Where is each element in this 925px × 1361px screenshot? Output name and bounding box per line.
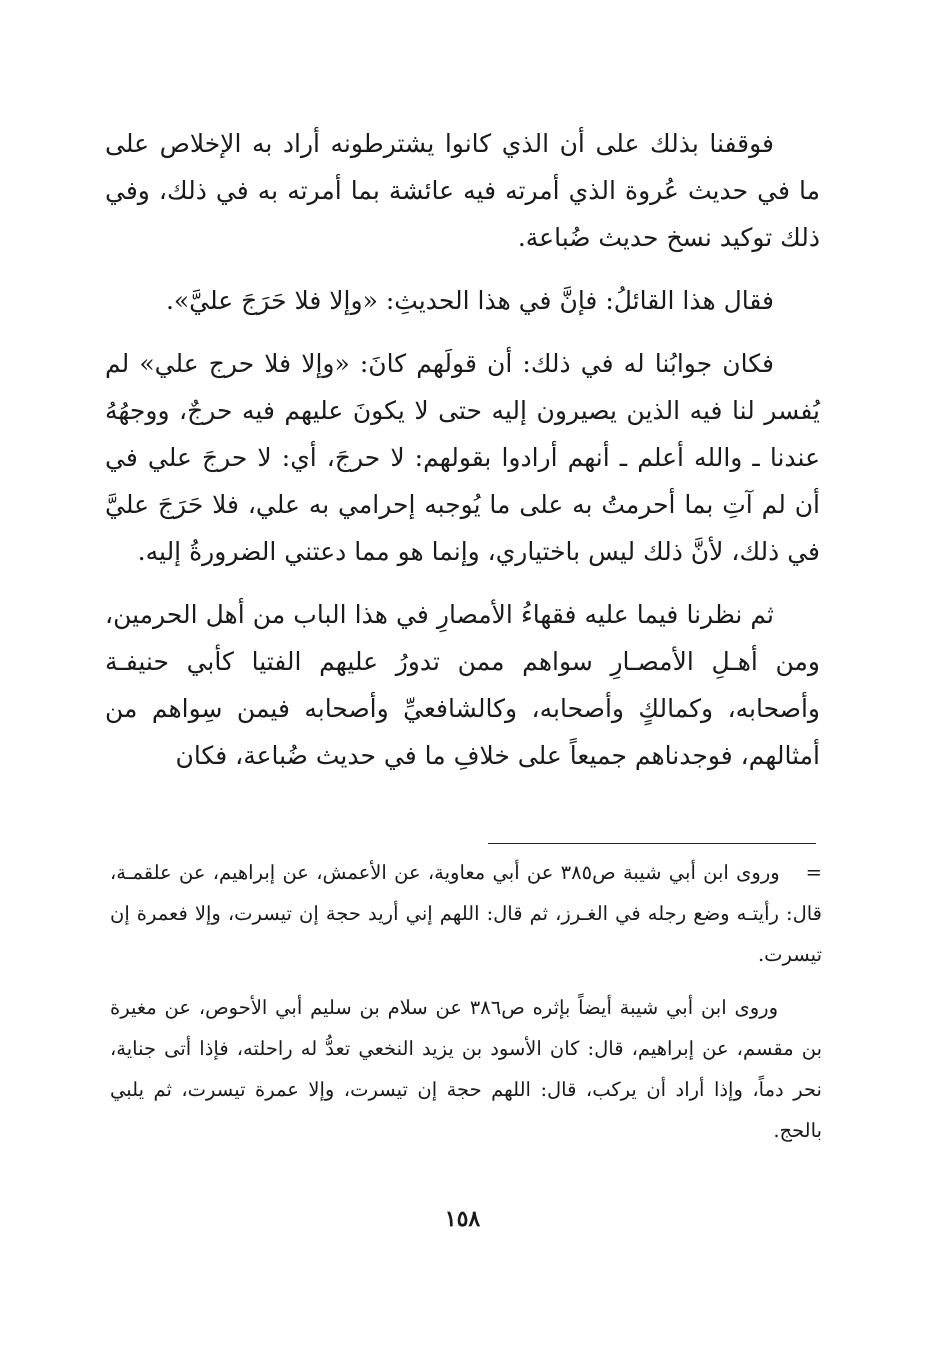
paragraph-2: فقال هذا القائلُ: فإنَّ في هذا الحديثِ: «وإلا فلا حَرَجَ عليَّ». — [165, 286, 774, 315]
page-number: ١٥٨ — [444, 1206, 481, 1232]
paragraph-1: فوقفنا بذلك على أن الذي كانوا يشترطونه أراد به الإخلاص على ما في حديث عُروة الذي أمرته فيه عائشة بما أمرته به في ذلك، وفي ذلك توكيد نسخ حديث ضُباعة. — [105, 129, 820, 252]
footnote-1-text: وروى ابن أبي شيبة ص٣٨٥ عن أبي معاوية، عن الأعمش، عن إبراهيم، عن علقمـة، قال: رأيتـه وضع رجله في الغـرز، ثم قال: اللهم إني أريد حجة إن تيسرت، وإلا فعمرة إن تيسرت. — [110, 861, 822, 966]
footnote-2: وروى ابن أبي شيبة أيضاً بإثره ص٣٨٦ عن سلام بن سليم أبي الأحوص، عن مغيرة بن مقسم، عن إبراهيم، قال: كان الأسود بن يزيد النخعي تعدُّ له راحلته، فإذا أتى جناية، نحر دماً، وإذا أراد أن يركب، قال: اللهم حجة إن تيسرت، وإلا عمرة تيسرت، ثم يلبي بالحج. — [110, 996, 822, 1142]
paragraph-4: ثم نظرنا فيما عليه فقهاءُ الأمصارِ في هذا الباب من أهل الحرمين، ومن أهـلِ الأمصـارِ سواهم ممن تدورُ عليهم الفتيا كأبي حنيفـة وأصحابه، وكمالكٍ وأصحابه، وكالشافعيِّ وأصحابه فيمن سِواهم من أمثالهم، فوجدناهم جميعاً على خلافِ ما في حديث ضُباعة، فكان — [105, 600, 820, 770]
footnote-separator — [488, 843, 816, 844]
paragraph-3: فكان جوابُنا له في ذلك: أن قولَهم كانَ: «وإلا فلا حرج علي» لم يُفسر لنا فيه الذين يصيرون إليه حتى لا يكونَ عليهم فيه حرجٌ، ووجهُهُ عندنا ـ والله أعلم ـ أنهم أرادوا بقولهم: لا حرجَ، أي: لا حرجَ علي في أن لم آتِ بما أحرمتُ به على ما يُوجبه إحرامي به علي، فلا حَرَجَ عليَّ في ذلك، لأنَّ ذلك ليس باختياري، وإنما هو مما دعتني الضرورةُ إليه. — [105, 349, 820, 566]
footnotes — [110, 852, 822, 1163]
main-text — [105, 120, 820, 795]
footnote-continuation-mark: = — [805, 861, 822, 884]
footnote-1 — [110, 852, 822, 975]
